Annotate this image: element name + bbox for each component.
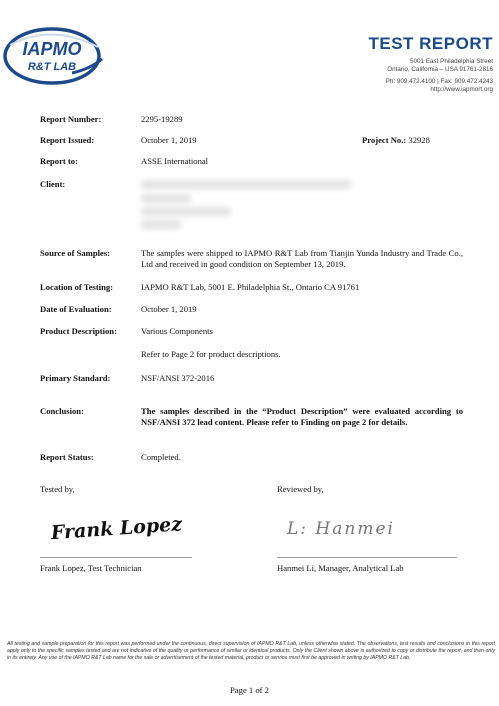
- tester-name: Frank Lopez, Test Technician: [40, 563, 142, 573]
- tester-signature-text: Frank Lopez: [50, 513, 183, 545]
- redacted-client-line-2: [141, 194, 191, 203]
- report-title: TEST REPORT: [368, 34, 493, 53]
- value-report-issued: October 1, 2019: [141, 135, 197, 145]
- label-source: Source of Samples:: [40, 248, 111, 258]
- logo-text-iapmo: IAPMO: [22, 39, 82, 59]
- value-evaluation: October 1, 2019: [141, 304, 197, 314]
- value-location: IAPMO R&T Lab, 5001 E. Philadelphia St., Ontario CA 91761: [141, 282, 360, 292]
- label-conclusion: Conclusion:: [40, 406, 84, 416]
- value-product-note: Refer to Page 2 for product descriptions.: [141, 349, 281, 359]
- address-line-2: Ontario, California – USA 91761-2816: [387, 66, 493, 74]
- label-evaluation: Date of Evaluation:: [40, 304, 112, 314]
- tester-signature-line: [40, 557, 192, 558]
- label-standard: Primary Standard:: [40, 373, 111, 383]
- page-number: Page 1 of 2: [230, 685, 269, 695]
- iapmo-logo: [2, 25, 106, 87]
- address-line-1: 5001 East Philadelphia Street: [410, 58, 493, 65]
- value-project-no: 32928: [408, 135, 430, 145]
- value-conclusion: The samples described in the “Product Description” were evaluated according to NSF/ANSI 372 lead content. Please refer to Finding on page 2 for details.: [141, 406, 463, 427]
- label-status: Report Status:: [40, 452, 94, 462]
- reviewed-by-label: Reviewed by,: [277, 484, 324, 494]
- value-report-to: ASSE International: [141, 156, 209, 166]
- website: http://www.iapmort.org: [430, 86, 493, 94]
- reviewer-signature: [283, 512, 423, 546]
- contact-line: Ph: 909.472.4100 | Fax: 909.472.4243: [385, 77, 493, 85]
- redacted-client-line-4: [141, 220, 181, 229]
- value-status: Completed.: [141, 452, 181, 462]
- label-report-issued: Report Issued:: [40, 135, 95, 145]
- value-source: The samples were shipped to IAPMO R&T Lab from Tianjin Yunda Industry and Trade Co., Ltd and received in good condition on September 13, 2019.: [141, 248, 463, 269]
- reviewer-signature-text: L: Hanmei: [287, 519, 395, 539]
- tested-by-label: Tested by,: [40, 484, 75, 494]
- redacted-client-line-3: [141, 207, 231, 216]
- label-project-no: Project No.:: [362, 135, 407, 145]
- label-client: Client:: [40, 179, 66, 189]
- label-report-number: Report Number:: [40, 114, 102, 124]
- reviewer-signature-line: [277, 557, 457, 558]
- value-product: Various Components: [141, 326, 213, 336]
- tester-signature: [48, 508, 183, 548]
- redacted-client-line-1: [141, 180, 351, 189]
- lab-address: [386, 58, 493, 95]
- reviewer-name: Hanmei Li, Manager, Analytical Lab: [277, 563, 404, 573]
- value-report-number: 2295-19289: [141, 114, 183, 124]
- label-location: Location of Testing:: [40, 282, 114, 292]
- project-number: [362, 135, 430, 146]
- iapmo-logo-mark: [2, 25, 106, 87]
- disclaimer: All testing and sample preparation for this report was performed under the continuous, direct supervision of IAPMO R&T Lab, unless otherwise stated. The observations, test results and conclusions in this report apply only to the specific samples tested and are not indicative of the quality or performance of similar or identical products. Only the Client shown above is authorized to copy or distribute the report, and then only in its entirety. Any use of the IAPMO R&T Lab name for the sale or advertisement of the tested material, product or service must first be approved in writing by IAPMO R&T Lab.: [7, 641, 495, 662]
- logo-text-rtlab: R&T LAB: [27, 61, 77, 73]
- label-product: Product Description:: [40, 326, 117, 336]
- value-standard: NSF/ANSI 372-2016: [141, 373, 215, 383]
- label-report-to: Report to:: [40, 156, 78, 166]
